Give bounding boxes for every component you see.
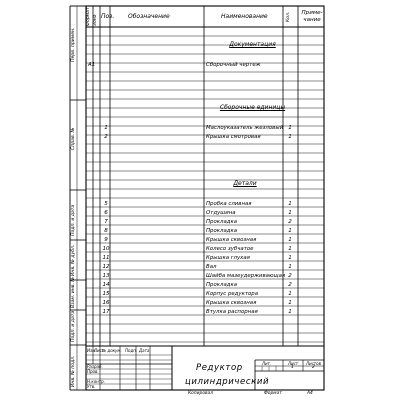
footer-format-value: А4 bbox=[307, 391, 313, 396]
side-perv-primen: Перв. примен. bbox=[71, 27, 76, 62]
detail-row-qty: 1 bbox=[288, 210, 292, 216]
detail-row-qty: 1 bbox=[288, 300, 292, 306]
side-vzam-inv: Взам. инв. № bbox=[71, 276, 76, 308]
tb-utv: Утв. bbox=[87, 384, 96, 389]
detail-row-name: Крышка глухая bbox=[206, 255, 250, 261]
detail-row-pos: 5 bbox=[104, 201, 108, 207]
assembly-row-pos: 2 bbox=[104, 134, 108, 140]
tb-ndokum: № докум. bbox=[102, 348, 122, 353]
detail-row-pos: 14 bbox=[102, 282, 110, 288]
detail-row-qty: 2 bbox=[288, 219, 292, 225]
detail-row-pos: 13 bbox=[102, 273, 110, 279]
header-format: Формат bbox=[86, 7, 91, 26]
tb-data: Дата bbox=[139, 348, 150, 353]
footer-copied: Копировал bbox=[188, 391, 214, 396]
header-pos: Поз. bbox=[101, 13, 115, 20]
detail-row-qty: 1 bbox=[288, 228, 292, 234]
title-line-2: цилиндрический bbox=[185, 377, 270, 387]
tb-podp: Подп. bbox=[125, 348, 138, 353]
assembly-row-name: Маслоуказатель жезловый bbox=[206, 125, 284, 131]
doc-row-name: Сборочный чертеж bbox=[206, 62, 261, 68]
detail-row-qty: 2 bbox=[288, 273, 292, 279]
detail-row-qty: 1 bbox=[288, 255, 292, 261]
footer-format-label: Формат bbox=[264, 391, 282, 396]
detail-row-qty: 2 bbox=[288, 282, 292, 288]
detail-row-name: Колесо зубчатое bbox=[206, 246, 254, 252]
assembly-row-pos: 1 bbox=[104, 125, 108, 131]
header-name: Наименование bbox=[221, 13, 268, 20]
assembly-row-qty: 1 bbox=[288, 125, 292, 131]
detail-row-pos: 8 bbox=[104, 228, 108, 234]
detail-row-name: Шайба мазеудерживающая bbox=[206, 273, 286, 279]
tb-list: Лист bbox=[94, 348, 105, 353]
section-assemblies: Сборочные единицы bbox=[219, 104, 286, 111]
detail-row-pos: 12 bbox=[102, 264, 110, 270]
header-qty: Кол. bbox=[286, 11, 291, 22]
detail-row-pos: 17 bbox=[102, 309, 110, 315]
detail-row-qty: 1 bbox=[288, 201, 292, 207]
detail-row-pos: 15 bbox=[102, 291, 110, 297]
detail-row-qty: 1 bbox=[288, 309, 292, 315]
tb-izm: Изм. bbox=[87, 348, 97, 353]
detail-row-pos: 10 bbox=[102, 246, 110, 252]
tb-sheets-count: 2 bbox=[312, 365, 315, 370]
detail-row-pos: 6 bbox=[104, 210, 108, 216]
section-documentation: Документация bbox=[229, 41, 276, 48]
header-note: Приме-чание bbox=[301, 10, 323, 23]
detail-row-name: Пробка сливная bbox=[206, 201, 252, 207]
title-line-1: Редуктор bbox=[196, 363, 243, 373]
detail-row-name: Отдушина bbox=[206, 210, 236, 216]
detail-row-qty: 1 bbox=[288, 264, 292, 270]
tb-lit: Лит. bbox=[262, 361, 272, 366]
tb-prov: Пров. bbox=[87, 369, 99, 374]
doc-row-format: А1 bbox=[88, 62, 96, 68]
detail-row-name: Корпус редуктора bbox=[206, 291, 259, 297]
header-zone: Зона bbox=[93, 14, 98, 26]
side-inv-podl: Инв. № подл. bbox=[71, 355, 76, 387]
tb-sheet-no: 1 bbox=[291, 365, 294, 370]
side-podp-data-1: Подп. и дата bbox=[71, 204, 76, 236]
detail-row-name: Вал bbox=[206, 264, 217, 270]
detail-row-name: Втулка распорная bbox=[206, 309, 258, 315]
detail-row-pos: 11 bbox=[102, 255, 110, 261]
detail-row-name: Прокладка bbox=[206, 282, 238, 288]
detail-row-name: Прокладка bbox=[206, 228, 238, 234]
section-details: Детали bbox=[233, 180, 257, 187]
detail-row-qty: 1 bbox=[288, 237, 292, 243]
assembly-row-qty: 1 bbox=[288, 134, 292, 140]
side-podp-data-2: Подп. и дата bbox=[71, 310, 76, 342]
tb-nkontr: Н.контр. bbox=[87, 379, 105, 384]
detail-row-name: Крышка сквозная bbox=[206, 300, 257, 306]
header-designation: Обозначение bbox=[128, 13, 170, 20]
tb-sheets-label: Листов bbox=[306, 361, 321, 366]
side-inv-dubl: Инв. № дубл. bbox=[71, 244, 76, 276]
detail-row-name: Прокладка bbox=[206, 219, 238, 225]
tb-sheet-label: Лист bbox=[288, 361, 299, 366]
side-sprav: Справ. № bbox=[71, 127, 76, 150]
detail-row-name: Крышка сквозная bbox=[206, 237, 257, 243]
detail-row-qty: 1 bbox=[288, 291, 292, 297]
detail-row-qty: 1 bbox=[288, 246, 292, 252]
detail-row-pos: 7 bbox=[104, 219, 108, 225]
detail-row-pos: 16 bbox=[102, 300, 110, 306]
detail-row-pos: 9 bbox=[104, 237, 108, 243]
assembly-row-name: Крышка смотровая bbox=[206, 134, 261, 140]
tb-razrab: Разраб. bbox=[87, 364, 103, 369]
